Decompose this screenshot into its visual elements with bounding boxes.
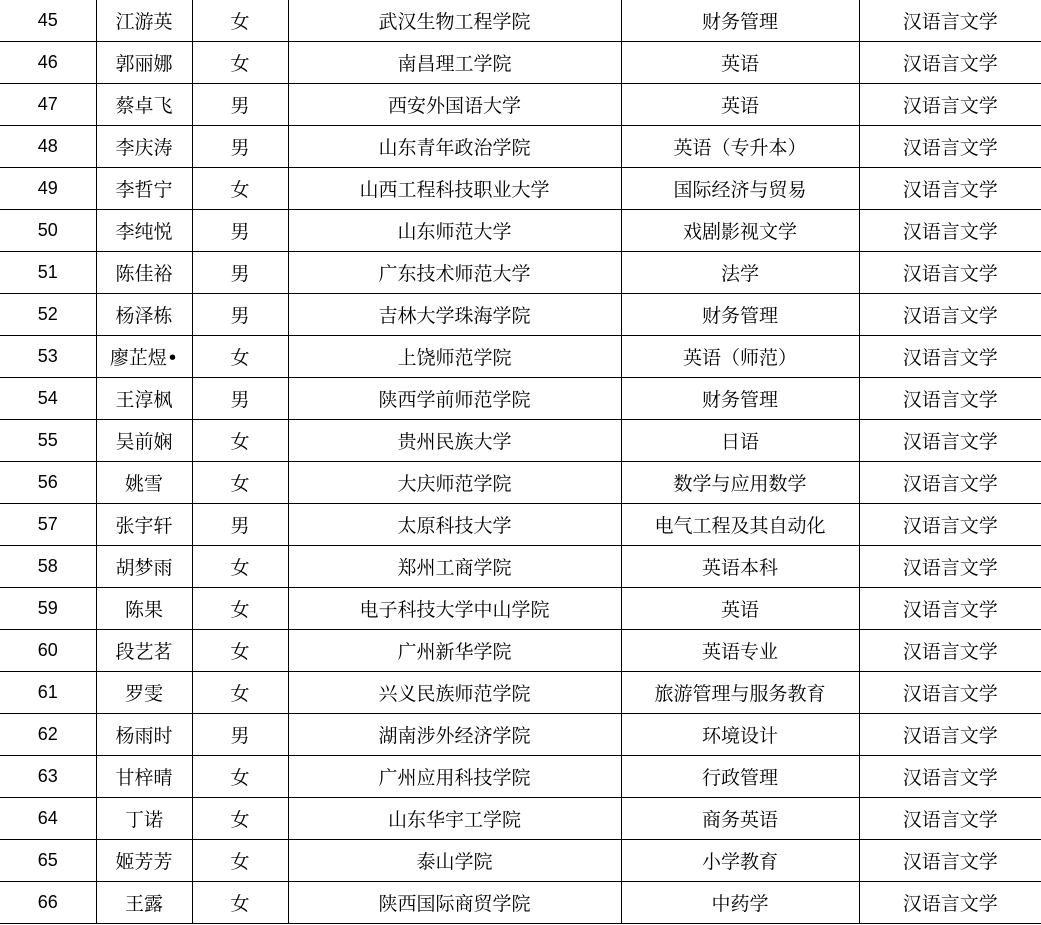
cell-school: 广东技术师范大学	[288, 252, 621, 294]
cell-number: 50	[0, 210, 96, 252]
cell-number: 62	[0, 714, 96, 756]
cell-gender: 女	[192, 588, 288, 630]
cell-school: 太原科技大学	[288, 504, 621, 546]
table-row	[0, 420, 1041, 462]
cell-major: 商务英语	[621, 798, 859, 840]
cell-target-major: 汉语言文学	[859, 714, 1041, 756]
cell-gender: 女	[192, 630, 288, 672]
cell-target-major: 汉语言文学	[859, 126, 1041, 168]
cell-school: 武汉生物工程学院	[288, 0, 621, 42]
cell-major: 英语专业	[621, 630, 859, 672]
cell-target-major: 汉语言文学	[859, 336, 1041, 378]
cell-number: 60	[0, 630, 96, 672]
cell-number: 55	[0, 420, 96, 462]
cell-gender: 女	[192, 840, 288, 882]
cell-major: 小学教育	[621, 840, 859, 882]
table-row	[0, 714, 1041, 756]
cell-gender: 男	[192, 210, 288, 252]
cell-name: 杨泽栋	[96, 294, 192, 336]
cell-gender: 女	[192, 0, 288, 42]
cell-gender: 男	[192, 294, 288, 336]
cell-school: 广州应用科技学院	[288, 756, 621, 798]
cell-school: 泰山学院	[288, 840, 621, 882]
cell-number: 49	[0, 168, 96, 210]
cell-target-major: 汉语言文学	[859, 210, 1041, 252]
cell-name: 王露	[96, 882, 192, 924]
cell-number: 59	[0, 588, 96, 630]
cell-target-major: 汉语言文学	[859, 252, 1041, 294]
cell-number: 54	[0, 378, 96, 420]
cell-major: 戏剧影视文学	[621, 210, 859, 252]
cell-school: 湖南涉外经济学院	[288, 714, 621, 756]
cell-major: 电气工程及其自动化	[621, 504, 859, 546]
cell-major: 日语	[621, 420, 859, 462]
cell-major: 国际经济与贸易	[621, 168, 859, 210]
cell-number: 58	[0, 546, 96, 588]
cell-school: 贵州民族大学	[288, 420, 621, 462]
cell-gender: 女	[192, 672, 288, 714]
cell-gender: 女	[192, 756, 288, 798]
cell-name: 姬芳芳	[96, 840, 192, 882]
table-row	[0, 756, 1041, 798]
table-row	[0, 546, 1041, 588]
cell-school: 大庆师范学院	[288, 462, 621, 504]
cell-major: 法学	[621, 252, 859, 294]
cell-name: 丁诺	[96, 798, 192, 840]
cell-gender: 男	[192, 252, 288, 294]
cell-major: 英语	[621, 588, 859, 630]
table-row	[0, 504, 1041, 546]
cell-target-major: 汉语言文学	[859, 756, 1041, 798]
cell-major: 行政管理	[621, 756, 859, 798]
table-row	[0, 378, 1041, 420]
cell-target-major: 汉语言文学	[859, 42, 1041, 84]
table-row	[0, 294, 1041, 336]
cell-school: 电子科技大学中山学院	[288, 588, 621, 630]
cell-gender: 女	[192, 336, 288, 378]
table-row	[0, 84, 1041, 126]
cell-target-major: 汉语言文学	[859, 462, 1041, 504]
cell-name: 廖芷煜•	[96, 336, 192, 378]
cell-name: 李庆涛	[96, 126, 192, 168]
table-row	[0, 588, 1041, 630]
cell-gender: 女	[192, 168, 288, 210]
cell-gender: 男	[192, 126, 288, 168]
cell-major: 英语	[621, 42, 859, 84]
cell-target-major: 汉语言文学	[859, 504, 1041, 546]
cell-name: 胡梦雨	[96, 546, 192, 588]
table-row	[0, 168, 1041, 210]
cell-name: 李纯悦	[96, 210, 192, 252]
cell-name: 陈果	[96, 588, 192, 630]
cell-name: 陈佳裕	[96, 252, 192, 294]
cell-name: 杨雨时	[96, 714, 192, 756]
cell-major: 财务管理	[621, 0, 859, 42]
table-row	[0, 630, 1041, 672]
cell-school: 广州新华学院	[288, 630, 621, 672]
cell-major: 英语本科	[621, 546, 859, 588]
cell-target-major: 汉语言文学	[859, 294, 1041, 336]
cell-target-major: 汉语言文学	[859, 420, 1041, 462]
table-row	[0, 126, 1041, 168]
cell-number: 61	[0, 672, 96, 714]
cell-school: 吉林大学珠海学院	[288, 294, 621, 336]
table-row	[0, 252, 1041, 294]
cell-name: 郭丽娜	[96, 42, 192, 84]
table-row	[0, 798, 1041, 840]
cell-number: 46	[0, 42, 96, 84]
cell-gender: 男	[192, 714, 288, 756]
cell-number: 51	[0, 252, 96, 294]
cell-school: 西安外国语大学	[288, 84, 621, 126]
cell-name: 江游英	[96, 0, 192, 42]
cell-school: 山东华宇工学院	[288, 798, 621, 840]
table-row	[0, 840, 1041, 882]
cell-major: 财务管理	[621, 294, 859, 336]
cell-name: 蔡卓飞	[96, 84, 192, 126]
cell-school: 山西工程科技职业大学	[288, 168, 621, 210]
cell-name: 罗雯	[96, 672, 192, 714]
cell-gender: 女	[192, 42, 288, 84]
cell-name: 张宇轩	[96, 504, 192, 546]
cell-school: 南昌理工学院	[288, 42, 621, 84]
cell-school: 山东青年政治学院	[288, 126, 621, 168]
cell-target-major: 汉语言文学	[859, 168, 1041, 210]
cell-school: 郑州工商学院	[288, 546, 621, 588]
cell-number: 64	[0, 798, 96, 840]
cell-gender: 女	[192, 462, 288, 504]
cell-target-major: 汉语言文学	[859, 882, 1041, 924]
table-row	[0, 462, 1041, 504]
cell-major: 数学与应用数学	[621, 462, 859, 504]
table-row	[0, 882, 1041, 924]
cell-school: 陕西学前师范学院	[288, 378, 621, 420]
cell-name: 段艺茗	[96, 630, 192, 672]
cell-school: 山东师范大学	[288, 210, 621, 252]
cell-number: 47	[0, 84, 96, 126]
cell-major: 英语（师范）	[621, 336, 859, 378]
cell-name: 吴前娴	[96, 420, 192, 462]
cell-major: 中药学	[621, 882, 859, 924]
cell-gender: 女	[192, 546, 288, 588]
cell-number: 65	[0, 840, 96, 882]
table-row	[0, 336, 1041, 378]
cell-name: 王淳枫	[96, 378, 192, 420]
cell-number: 45	[0, 0, 96, 42]
table-row	[0, 42, 1041, 84]
cell-target-major: 汉语言文学	[859, 672, 1041, 714]
cell-gender: 男	[192, 378, 288, 420]
cell-target-major: 汉语言文学	[859, 546, 1041, 588]
cell-major: 旅游管理与服务教育	[621, 672, 859, 714]
cell-gender: 女	[192, 420, 288, 462]
cell-number: 56	[0, 462, 96, 504]
cell-gender: 男	[192, 84, 288, 126]
cell-gender: 女	[192, 798, 288, 840]
cell-number: 57	[0, 504, 96, 546]
cell-school: 兴义民族师范学院	[288, 672, 621, 714]
cell-target-major: 汉语言文学	[859, 630, 1041, 672]
cell-number: 66	[0, 882, 96, 924]
cell-major: 环境设计	[621, 714, 859, 756]
cell-school: 上饶师范学院	[288, 336, 621, 378]
cell-number: 53	[0, 336, 96, 378]
table-row	[0, 210, 1041, 252]
cell-name: 甘梓晴	[96, 756, 192, 798]
cell-major: 英语（专升本）	[621, 126, 859, 168]
cell-target-major: 汉语言文学	[859, 588, 1041, 630]
table-row	[0, 672, 1041, 714]
cell-target-major: 汉语言文学	[859, 84, 1041, 126]
cell-target-major: 汉语言文学	[859, 0, 1041, 42]
cell-major: 财务管理	[621, 378, 859, 420]
cell-gender: 女	[192, 882, 288, 924]
cell-major: 英语	[621, 84, 859, 126]
cell-number: 63	[0, 756, 96, 798]
cell-name: 李哲宁	[96, 168, 192, 210]
cell-school: 陕西国际商贸学院	[288, 882, 621, 924]
cell-target-major: 汉语言文学	[859, 840, 1041, 882]
cell-gender: 男	[192, 504, 288, 546]
cell-target-major: 汉语言文学	[859, 798, 1041, 840]
table-row	[0, 0, 1041, 42]
cell-number: 52	[0, 294, 96, 336]
cell-name: 姚雪	[96, 462, 192, 504]
cell-number: 48	[0, 126, 96, 168]
cell-target-major: 汉语言文学	[859, 378, 1041, 420]
